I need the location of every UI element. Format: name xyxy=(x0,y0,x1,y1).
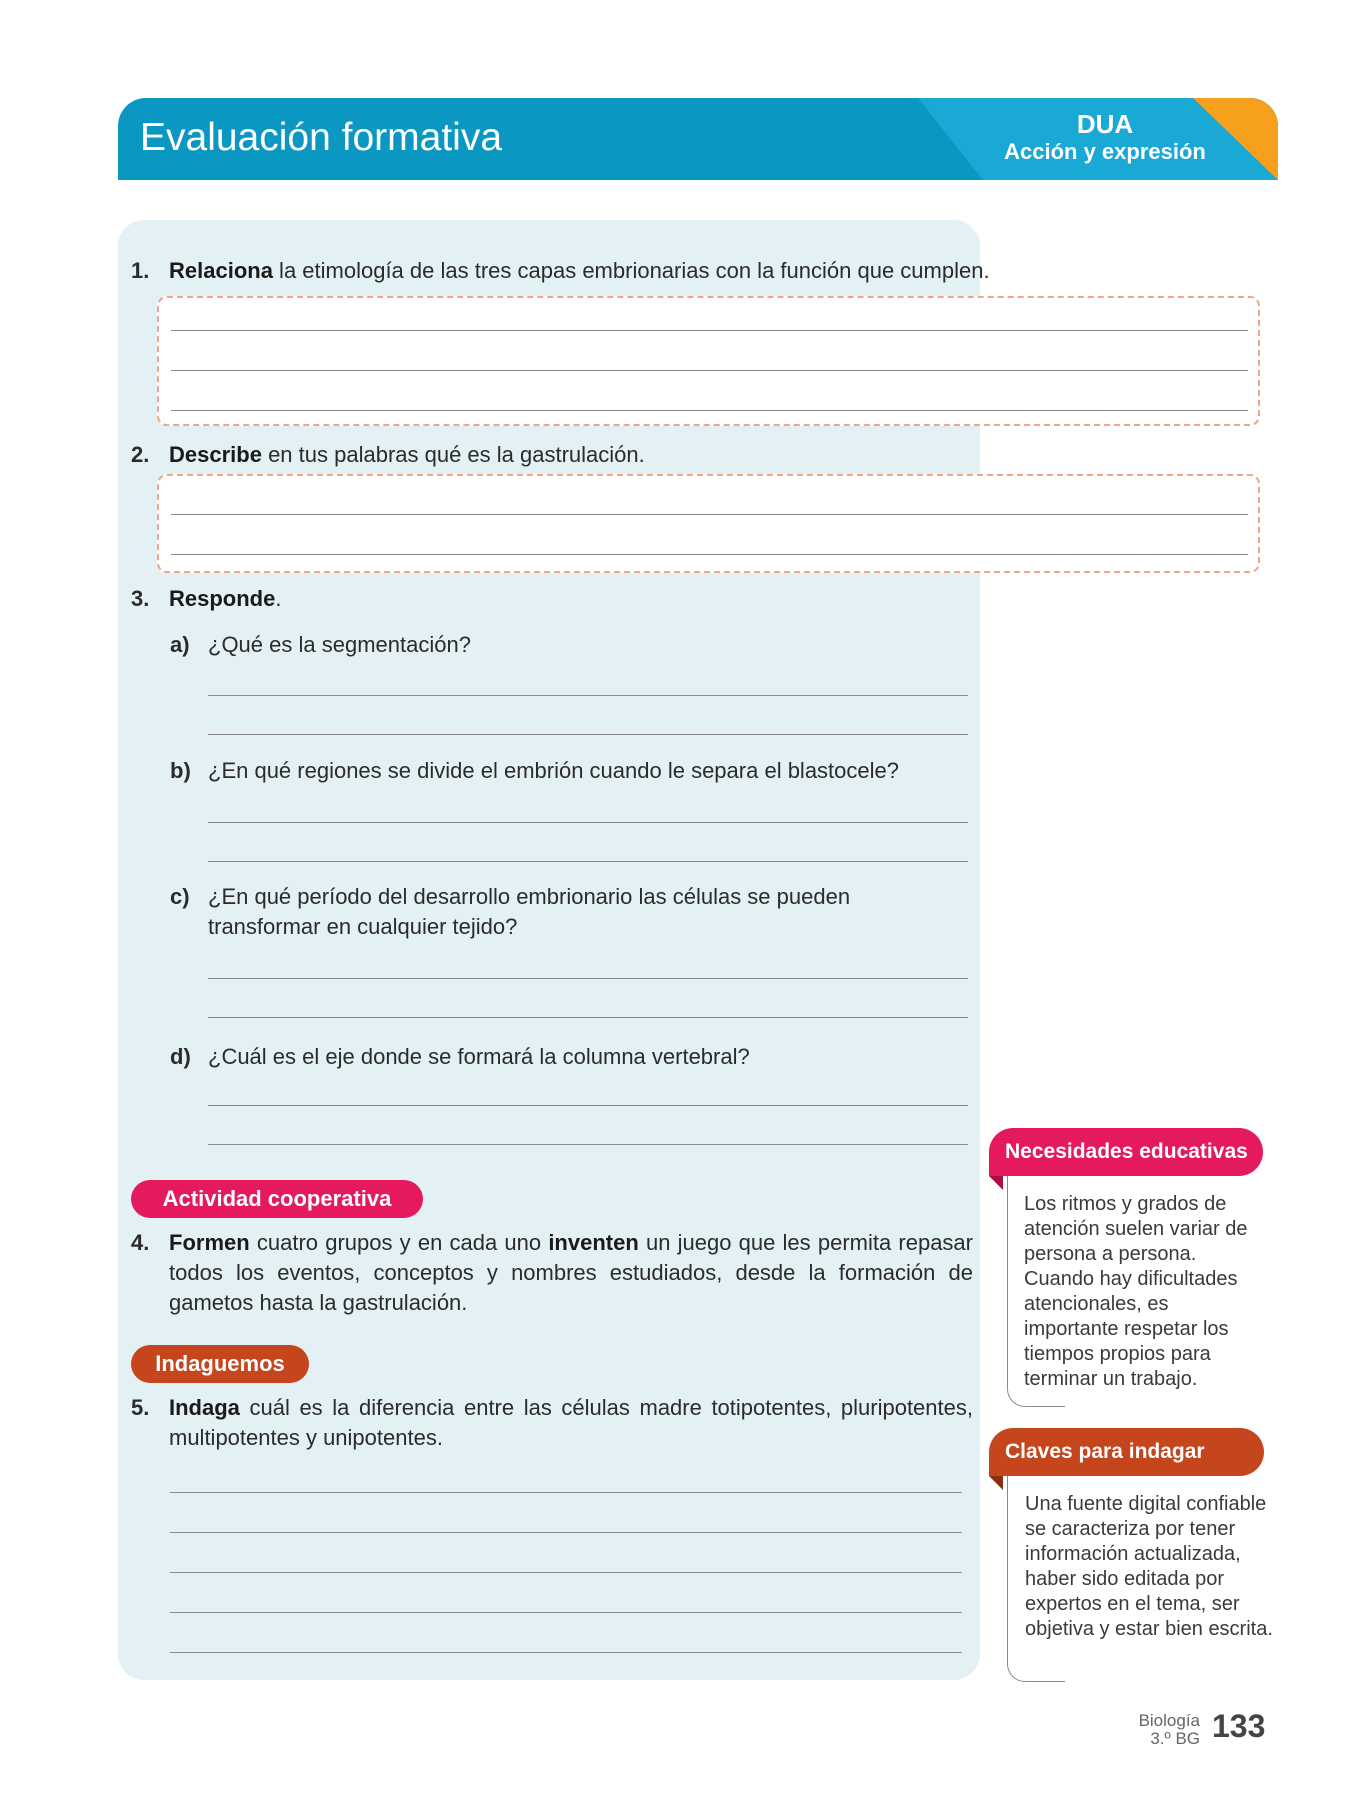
answer-line[interactable] xyxy=(208,695,968,696)
sub-question-letter: d) xyxy=(170,1044,191,1069)
answer-line[interactable] xyxy=(170,1612,962,1613)
answer-line[interactable] xyxy=(170,1532,962,1533)
answer-line[interactable] xyxy=(170,1652,962,1653)
question-2 xyxy=(131,440,991,470)
sub-question-c xyxy=(170,882,890,942)
answer-line xyxy=(171,410,1248,411)
question-number: 2. xyxy=(131,442,150,467)
sub-question-text: ¿Cuál es el eje donde se formará la columna vertebral? xyxy=(208,1044,750,1069)
answer-line[interactable] xyxy=(208,1105,968,1106)
question-number: 1. xyxy=(131,258,150,283)
question-verb: Describe xyxy=(169,442,262,467)
sub-question-a xyxy=(170,630,970,660)
page-title: Evaluación formativa xyxy=(140,116,503,159)
sub-question-letter: b) xyxy=(170,758,191,783)
question-3 xyxy=(131,584,991,614)
answer-line[interactable] xyxy=(170,1572,962,1573)
question-verb: Formen xyxy=(169,1230,250,1255)
question-verb: Responde xyxy=(169,586,276,611)
question-5 xyxy=(131,1393,973,1453)
section-banner xyxy=(118,98,1278,180)
grade-label: 3.º BG xyxy=(1150,1729,1200,1748)
dua-subtitle: Acción y expresión xyxy=(1004,139,1206,164)
sub-question-b xyxy=(170,756,970,786)
page-number: 133 xyxy=(1212,1708,1266,1744)
question-number: 5. xyxy=(131,1395,150,1420)
question-4 xyxy=(131,1228,973,1318)
educational-needs-text: Los ritmos y grados de atención suelen variar de persona a persona. Cuando hay dificultades atencionales, es importante respetar los tiempos propios para terminar un trabajo. xyxy=(1024,1193,1248,1390)
footer-subject xyxy=(1139,1712,1200,1748)
answer-line xyxy=(171,554,1248,555)
sub-question-d xyxy=(170,1042,970,1072)
research-tips-header: Claves para indagar xyxy=(989,1428,1264,1476)
answer-box-2[interactable] xyxy=(157,474,1260,573)
dua-tag xyxy=(1000,110,1210,166)
answer-line[interactable] xyxy=(208,978,968,979)
answer-line xyxy=(171,370,1248,371)
educational-needs-header: Necesidades educativas xyxy=(989,1128,1263,1176)
answer-line[interactable] xyxy=(208,1144,968,1145)
sub-question-letter: c) xyxy=(170,884,190,909)
cooperative-activity-badge: Actividad cooperativa xyxy=(131,1180,423,1218)
answer-line[interactable] xyxy=(208,734,968,735)
question-number: 3. xyxy=(131,586,150,611)
sub-question-text: ¿En qué período del desarrollo embrionario las células se pueden transformar en cualquier tejido? xyxy=(208,884,851,939)
question-text: . xyxy=(275,586,282,611)
answer-line xyxy=(171,330,1248,331)
research-badge: Indaguemos xyxy=(131,1345,309,1383)
subject-name: Biología xyxy=(1138,1711,1200,1730)
sub-question-letter: a) xyxy=(170,632,190,657)
question-text: en tus palabras qué es la gastrulación. xyxy=(261,442,645,467)
question-text: cuatro grupos y en cada uno xyxy=(249,1230,549,1255)
question-verb: inventen xyxy=(548,1230,639,1255)
dua-label: DUA xyxy=(1076,109,1134,139)
answer-line[interactable] xyxy=(208,822,968,823)
research-tips-text: Una fuente digital confiable se caracteriza por tener información actualizada, haber sido editada por expertos en el tema, ser objetiva y estar bien escrita. xyxy=(1025,1493,1273,1640)
question-text: cuál es la diferencia entre las células madre totipotentes, pluripotentes, multipotentes y unipotentes. xyxy=(169,1395,973,1450)
question-1 xyxy=(131,256,991,286)
activity-panel xyxy=(118,220,980,1680)
sub-question-text: ¿En qué regiones se divide el embrión cuando le separa el blastocele? xyxy=(208,758,899,783)
question-text: la etimología de las tres capas embrionarias con la función que cumplen. xyxy=(272,258,990,283)
question-verb: Indaga xyxy=(169,1395,240,1420)
sub-question-text: ¿Qué es la segmentación? xyxy=(208,632,471,657)
answer-line xyxy=(171,514,1248,515)
question-verb: Relaciona xyxy=(169,258,273,283)
answer-box-1[interactable] xyxy=(157,296,1260,426)
answer-line[interactable] xyxy=(208,1017,968,1018)
question-number: 4. xyxy=(131,1230,150,1255)
answer-line[interactable] xyxy=(208,861,968,862)
answer-line[interactable] xyxy=(170,1492,962,1493)
question-text: un juego que les permita repasar todos los eventos, conceptos y nombres estudiados, desde la formación de gametos hasta la gastrulación. xyxy=(169,1230,973,1315)
